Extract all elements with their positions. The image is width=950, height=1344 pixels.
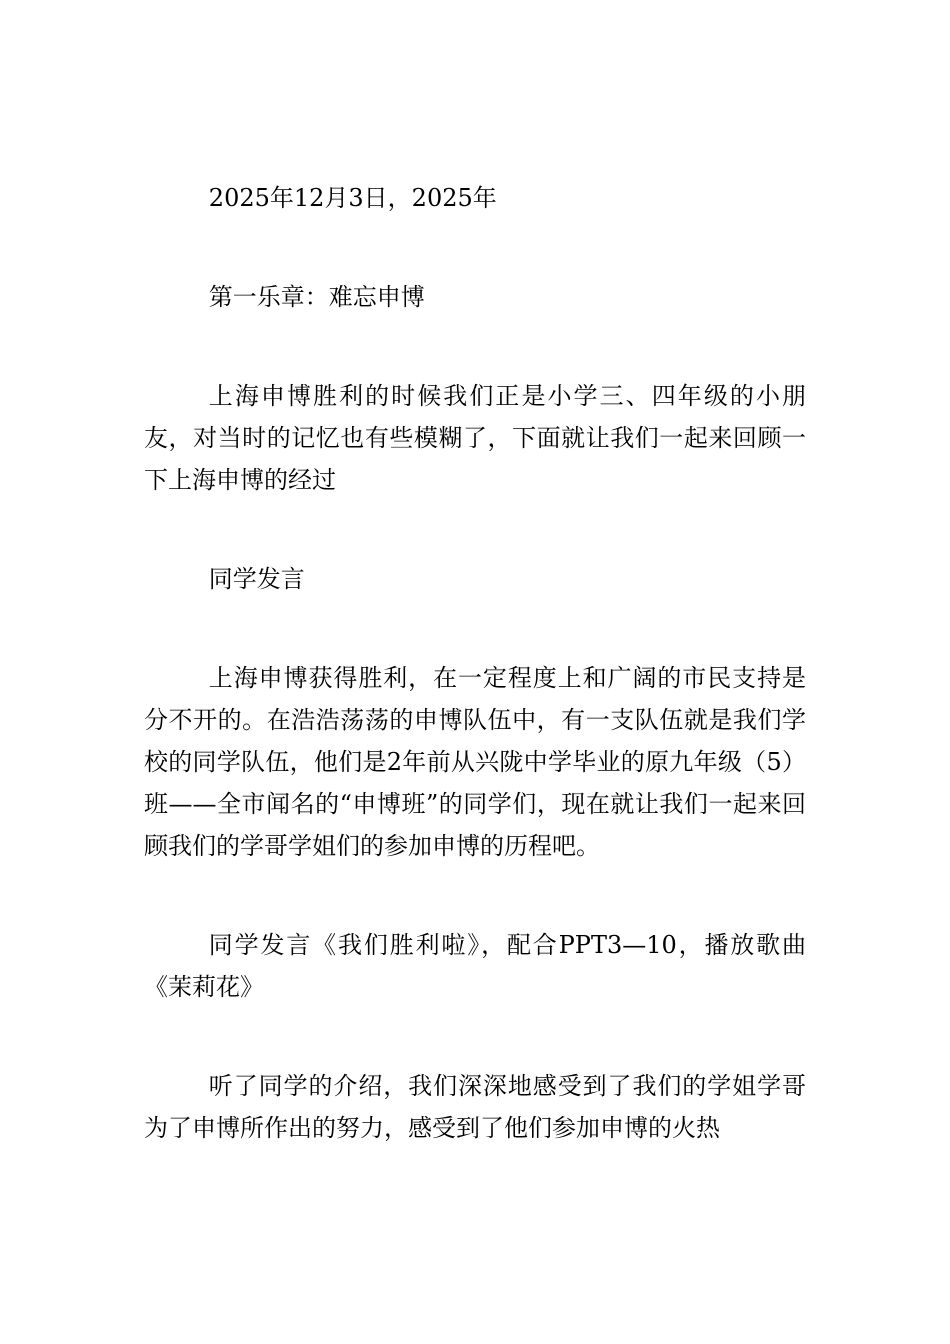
chapter-heading: 第一乐章：难忘申博 <box>208 283 425 311</box>
date-line: 2025年12月3日，2025年 <box>208 184 497 212</box>
document-body <box>144 177 806 1206</box>
paragraph-speech-2: 同学发言《我们胜利啦》，配合PPT3—10，播放歌曲《茉莉花》 <box>144 931 806 1001</box>
paragraph-speech-1: 同学发言 <box>208 565 305 593</box>
paragraph-intro: 上海申博胜利的时候我们正是小学三、四年级的小朋友，对当时的记忆也有些模糊了，下面就让我们一起来回顾一下上海申博的经过 <box>144 382 806 494</box>
paragraph-reflection: 听了同学的介绍，我们深深地感受到了我们的学姐学哥为了申博所作出的努力，感受到了他们参加申博的火热 <box>144 1072 806 1142</box>
paragraph-support: 上海申博获得胜利，在一定程度上和广阔的市民支持是分不开的。在浩浩荡荡的申博队伍中，有一支队伍就是我们学校的同学队伍，他们是2年前从兴陇中学毕业的原九年级（5）班——全市闻名的“申博班”的同学们，现在就让我们一起来回顾我们的学哥学姐们的参加申博的历程吧。 <box>144 664 806 860</box>
